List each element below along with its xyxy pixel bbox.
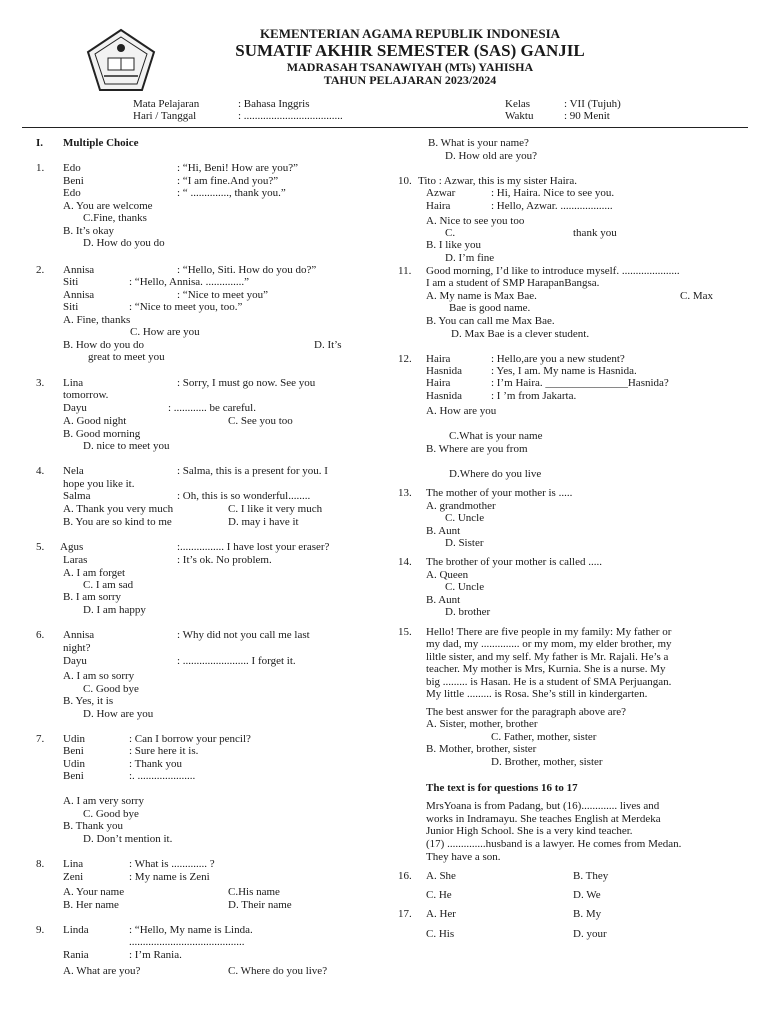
- q12-speaker: Haira: [426, 377, 451, 389]
- q11-option-c-cont: Bae is good name.: [449, 302, 531, 314]
- q11-option-c[interactable]: C. Max: [680, 290, 713, 302]
- section-number: I.: [36, 137, 44, 149]
- time-value: : 90 Menit: [564, 110, 610, 122]
- q14-option-a[interactable]: A. Queen: [426, 569, 469, 581]
- q12-option-d[interactable]: D.Where do you live: [449, 468, 542, 480]
- class-label: Kelas: [505, 98, 531, 110]
- q12-number: 12.: [398, 353, 412, 365]
- q11-option-b[interactable]: B. You can call me Max Bae.: [426, 315, 555, 327]
- q7-speaker: Beni: [63, 745, 84, 757]
- q10-line: : Hello, Azwar. ...................: [491, 200, 613, 212]
- q8-option-b[interactable]: B. Her name: [63, 899, 119, 911]
- q1-line: : “ .............., thank you.”: [177, 187, 286, 199]
- q15-question: The best answer for the paragraph above are?: [426, 706, 627, 718]
- q6-line-cont: night?: [63, 642, 91, 654]
- q2-option-b[interactable]: B. How do you do: [63, 339, 144, 351]
- q4-option-c[interactable]: C. I like it very much: [228, 503, 323, 515]
- q7-speaker: Udin: [63, 733, 85, 745]
- q8-line: : My name is Zeni: [129, 871, 210, 883]
- q9-number: 9.: [36, 924, 45, 936]
- q13-number: 13.: [398, 487, 412, 499]
- q13-option-b[interactable]: B. Aunt: [426, 525, 461, 537]
- q9-option-b[interactable]: B. What is your name?: [428, 137, 529, 149]
- q16-option-c[interactable]: C. He: [426, 889, 452, 901]
- q6-speaker: Annisa: [63, 629, 95, 641]
- q4-line: : Oh, this is so wonderful........: [177, 490, 311, 502]
- q13-option-d[interactable]: D. Sister: [445, 537, 484, 549]
- q9-option-a[interactable]: A. What are you?: [63, 965, 141, 977]
- q11-line: Good morning, I’d like to introduce myself. .....................: [426, 265, 680, 277]
- q1-option-c[interactable]: C.Fine, thanks: [83, 212, 147, 224]
- q7-option-d[interactable]: D. Don’t mention it.: [83, 833, 173, 845]
- q8-speaker: Zeni: [63, 871, 84, 883]
- q7-option-a[interactable]: A. I am very sorry: [63, 795, 144, 807]
- q1-number: 1.: [36, 162, 45, 174]
- q5-option-b[interactable]: B. I am sorry: [63, 591, 122, 603]
- q4-number: 4.: [36, 465, 45, 477]
- q2-speaker: Siti: [63, 276, 79, 288]
- q1-option-b[interactable]: B. It’s okay: [63, 225, 115, 237]
- header-divider: [22, 127, 748, 128]
- q5-number: 5.: [36, 541, 45, 553]
- q1-option-d[interactable]: D. How do you do: [83, 237, 165, 249]
- q2-option-d-cont: great to meet you: [88, 351, 165, 363]
- q7-line: : Thank you: [129, 758, 182, 770]
- q7-option-c[interactable]: C. Good bye: [83, 808, 139, 820]
- q4-option-a[interactable]: A. Thank you very much: [63, 503, 174, 515]
- q10-option-d[interactable]: D. I’m fine: [445, 252, 495, 264]
- q12-option-c[interactable]: C.What is your name: [449, 430, 543, 442]
- q2-line: : “Hello, Annisa. ..............”: [129, 276, 250, 288]
- q16-option-a[interactable]: A. She: [426, 870, 456, 882]
- q7-line: :. .....................: [129, 770, 196, 782]
- q4-option-b[interactable]: B. You are so kind to me: [63, 516, 172, 528]
- q15-option-d[interactable]: D. Brother, mother, sister: [491, 756, 603, 768]
- q9-option-d[interactable]: D. How old are you?: [445, 150, 537, 162]
- q5-line: :................ I have lost your eraser?: [177, 541, 330, 553]
- q12-option-b[interactable]: B. Where are you from: [426, 443, 528, 455]
- q6-number: 6.: [36, 629, 45, 641]
- q2-number: 2.: [36, 264, 45, 276]
- q3-number: 3.: [36, 377, 45, 389]
- q2-option-d[interactable]: D. It’s: [314, 339, 342, 351]
- q5-option-c[interactable]: C. I am sad: [83, 579, 134, 591]
- q10-option-a[interactable]: A. Nice to see you too: [426, 215, 525, 227]
- q8-speaker: Lina: [63, 858, 84, 870]
- q3-line: : ............ be careful.: [168, 402, 256, 414]
- q10-number: 10.: [398, 175, 412, 187]
- q13-option-a[interactable]: A. grandmother: [426, 500, 496, 512]
- q8-option-d[interactable]: D. Their name: [228, 899, 292, 911]
- exam-title: SUMATIF AKHIR SEMESTER (SAS) GANJIL: [235, 41, 585, 60]
- q6-option-a[interactable]: A. I am so sorry: [63, 670, 135, 682]
- q10-speaker: Haira: [426, 200, 451, 212]
- date-value: : ....................................: [238, 110, 343, 122]
- q2-option-a[interactable]: A. Fine, thanks: [63, 314, 131, 326]
- q10-option-c-text[interactable]: thank you: [573, 227, 617, 239]
- q3-speaker: Dayu: [63, 402, 87, 414]
- q6-line: : ........................ I forget it.: [177, 655, 296, 667]
- q16-number: 16.: [398, 870, 412, 882]
- q12-line: : Yes, I am. My name is Hasnida.: [491, 365, 637, 377]
- q12-speaker: Hasnida: [426, 390, 463, 402]
- q10-option-b[interactable]: B. I like you: [426, 239, 481, 251]
- q7-speaker: Udin: [63, 758, 85, 770]
- q2-speaker: Siti: [63, 301, 79, 313]
- q12-line: : Hello,are you a new student?: [491, 353, 625, 365]
- passage-title: The text is for questions 16 to 17: [426, 782, 578, 794]
- q17-option-b[interactable]: B. My: [573, 908, 602, 920]
- subject-value: : Bahasa Inggris: [238, 98, 310, 110]
- q5-option-d[interactable]: D. I am happy: [83, 604, 146, 616]
- q12-speaker: Haira: [426, 353, 451, 365]
- q3-option-c[interactable]: C. See you too: [228, 415, 293, 427]
- q17-option-a[interactable]: A. Her: [426, 908, 456, 920]
- q5-option-a[interactable]: A. I am forget: [63, 567, 126, 579]
- q15-passage-line: big ......... is Hasan. He is a student of SMA Perjuangan.: [426, 676, 672, 688]
- q10-intro: Tito : Azwar, this is my sister Haira.: [418, 175, 577, 187]
- q12-option-a[interactable]: A. How are you: [426, 405, 497, 417]
- q3-speaker: Lina: [63, 377, 84, 389]
- q17-number: 17.: [398, 908, 412, 920]
- q15-option-a[interactable]: A. Sister, mother, brother: [426, 718, 538, 730]
- q6-line: : Why did not you call me last: [177, 629, 310, 641]
- q15-passage-line: My little ......... is Rosa. She’s still in kindergarten.: [426, 688, 648, 700]
- q2-speaker: Annisa: [63, 264, 95, 276]
- q4-speaker: Salma: [63, 490, 91, 502]
- q4-speaker: Nela: [63, 465, 84, 477]
- q4-option-d[interactable]: D. may i have it: [228, 516, 299, 528]
- q5-speaker: Laras: [63, 554, 88, 566]
- q3-option-b[interactable]: B. Good morning: [63, 428, 141, 440]
- q8-number: 8.: [36, 858, 45, 870]
- q9-line: : I’m Rania.: [129, 949, 182, 961]
- q1-line: : “I am fine.And you?”: [177, 175, 279, 187]
- q5-line: : It’s ok. No problem.: [177, 554, 272, 566]
- q3-option-a[interactable]: A. Good night: [63, 415, 127, 427]
- q4-line: : Salma, this is a present for you. I: [177, 465, 328, 477]
- q1-speaker: Edo: [63, 162, 81, 174]
- q7-line: : Can I borrow your pencil?: [129, 733, 251, 745]
- q15-passage-line: my dad, my .............. or my mom, my elder brother, my: [426, 638, 672, 650]
- q12-line: : I’m Haira. _______________Hasnida?: [491, 377, 669, 389]
- q7-line: : Sure here it is.: [129, 745, 199, 757]
- q2-line: : “Hello, Siti. How do you do?”: [177, 264, 317, 276]
- q9-option-c[interactable]: C. Where do you live?: [228, 965, 328, 977]
- q6-option-c[interactable]: C. Good bye: [83, 683, 139, 695]
- q6-option-b[interactable]: B. Yes, it is: [63, 695, 114, 707]
- academic-year: TAHUN PELAJARAN 2023/2024: [323, 73, 497, 87]
- q10-line: : Hi, Haira. Nice to see you.: [491, 187, 615, 199]
- q13-question: The mother of your mother is .....: [426, 487, 573, 499]
- q4-line-cont: hope you like it.: [63, 478, 135, 490]
- passage-line: MrsYoana is from Padang, but (16)............. lives and: [426, 800, 660, 812]
- q11-line: I am a student of SMP HarapanBangsa.: [426, 277, 600, 289]
- q2-line: : “Nice to meet you, too.”: [129, 301, 243, 313]
- q14-option-c[interactable]: C. Uncle: [445, 581, 485, 593]
- passage-line: works in Indramayu. She teaches English at Merdeka: [426, 813, 661, 825]
- q10-speaker: Azwar: [426, 187, 456, 199]
- q14-option-b[interactable]: B. Aunt: [426, 594, 461, 606]
- q14-number: 14.: [398, 556, 412, 568]
- q8-option-a[interactable]: A. Your name: [63, 886, 125, 898]
- school-name: MADRASAH TSANAWIYAH (MTs) YAHISHA: [286, 60, 534, 74]
- q1-line: : “Hi, Beni! How are you?”: [177, 162, 298, 174]
- q14-question: The brother of your mother is called .....: [426, 556, 602, 568]
- q15-passage-line: teacher. My mother is Mrs, Kurnia. She is a nurse. My: [426, 663, 666, 675]
- subject-label: Mata Pelajaran: [133, 98, 200, 110]
- time-label: Waktu: [505, 110, 534, 122]
- q15-option-b[interactable]: B. Mother, brother, sister: [426, 743, 537, 755]
- q9-line-cont: ..........................................: [129, 936, 245, 948]
- ministry-name: KEMENTERIAN AGAMA REPUBLIK INDONESIA: [259, 26, 561, 41]
- class-value: : VII (Tujuh): [564, 98, 621, 110]
- q1-speaker: Beni: [63, 175, 84, 187]
- passage-line: (17) ..............husband is a lawyer. He comes from Medan.: [426, 838, 682, 850]
- date-label: Hari / Tanggal: [133, 110, 197, 122]
- q3-line-cont: tomorrow.: [63, 389, 109, 401]
- q3-line: : Sorry, I must go now. See you: [177, 377, 316, 389]
- q9-speaker: Rania: [63, 949, 89, 961]
- q16-option-b[interactable]: B. They: [573, 870, 609, 882]
- q2-option-c[interactable]: C. How are you: [130, 326, 200, 338]
- q11-number: 11.: [398, 265, 412, 277]
- q15-number: 15.: [398, 626, 412, 638]
- q3-option-d[interactable]: D. nice to meet you: [83, 440, 170, 452]
- q15-passage-line: Hello! There are five people in my family: My father or: [426, 626, 672, 638]
- q12-speaker: Hasnida: [426, 365, 463, 377]
- q9-speaker: Linda: [63, 924, 89, 936]
- q17-option-c[interactable]: C. His: [426, 928, 455, 940]
- q2-line: : “Nice to meet you”: [177, 289, 269, 301]
- q7-speaker: Beni: [63, 770, 84, 782]
- passage-line: They have a son.: [426, 851, 501, 863]
- q12-line: : I ’m from Jakarta.: [491, 390, 577, 402]
- q17-option-d[interactable]: D. your: [573, 928, 607, 940]
- q8-line: : What is ............. ?: [129, 858, 215, 870]
- q6-speaker: Dayu: [63, 655, 87, 667]
- q14-option-d[interactable]: D. brother: [445, 606, 491, 618]
- q15-option-c[interactable]: C. Father, mother, sister: [491, 731, 597, 743]
- q5-speaker: Agus: [60, 541, 84, 553]
- q2-speaker: Annisa: [63, 289, 95, 301]
- q11-option-d[interactable]: D. Max Bae is a clever student.: [451, 328, 590, 340]
- q1-option-a[interactable]: A. You are welcome: [63, 200, 153, 212]
- q13-option-c[interactable]: C. Uncle: [445, 512, 485, 524]
- q16-option-d[interactable]: D. We: [573, 889, 601, 901]
- q7-number: 7.: [36, 733, 45, 745]
- q15-passage-line: liltle sister, and my self. My father is Mr. Rajali. He’s a: [426, 651, 669, 663]
- q11-option-a[interactable]: A. My name is Max Bae.: [426, 290, 537, 302]
- q9-line: : “Hello, My name is Linda.: [129, 924, 253, 936]
- q10-option-c[interactable]: C.: [445, 227, 456, 239]
- q1-speaker: Edo: [63, 187, 81, 199]
- passage-line: Junior High School. She is a very kind teacher.: [426, 825, 633, 837]
- q6-option-d[interactable]: D. How are you: [83, 708, 154, 720]
- section-title: Multiple Choice: [63, 137, 139, 149]
- q7-option-b[interactable]: B. Thank you: [63, 820, 123, 832]
- q8-option-c[interactable]: C.His name: [228, 886, 280, 898]
